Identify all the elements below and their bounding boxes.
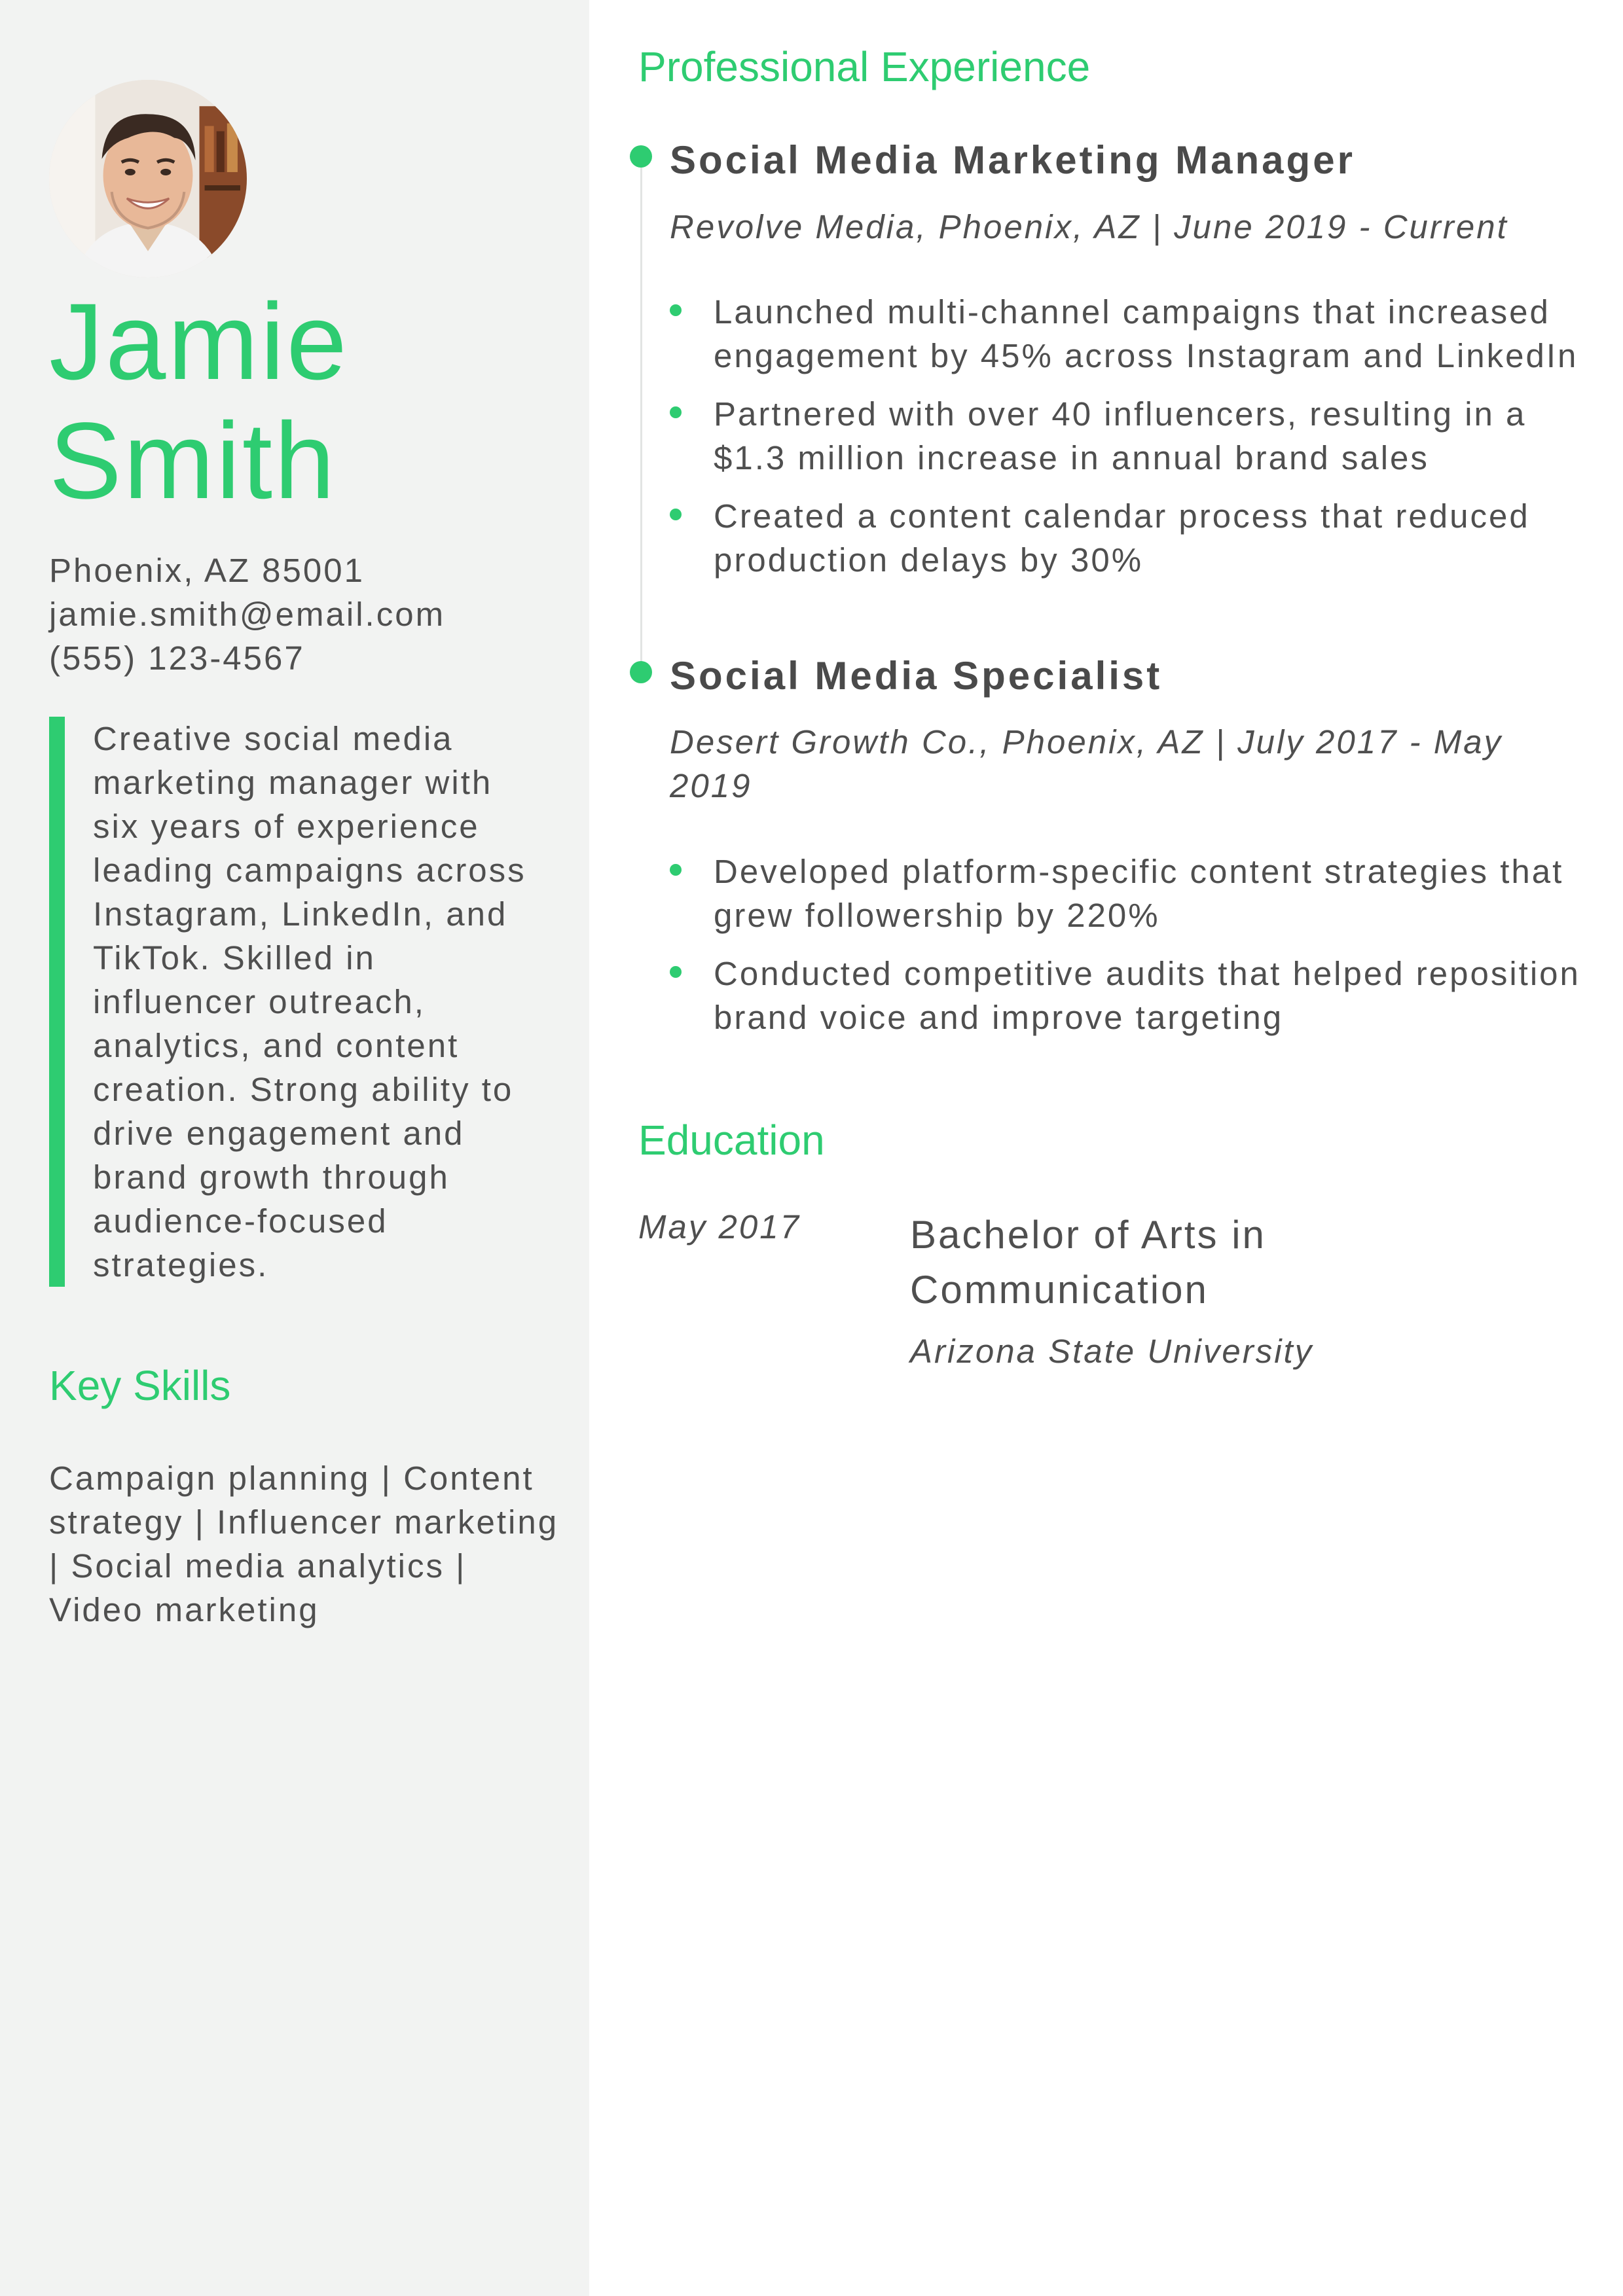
contact-info <box>49 548 445 680</box>
bullet-text: Partnered with over 40 influencers, resulting in a $1.3 million increase in annual brand sales <box>714 395 1527 476</box>
list-item <box>670 952 1586 1039</box>
first-name: Jamie <box>49 281 349 403</box>
job-title: Social Media Specialist <box>670 654 1163 698</box>
job-meta: Revolve Media, Phoenix, AZ | June 2019 - Current <box>670 208 1508 245</box>
bullet-icon <box>670 864 682 876</box>
last-name: Smith <box>49 401 337 522</box>
bullet-text: Conducted competitive audits that helped reposition brand voice and improve targeting <box>714 955 1580 1036</box>
profile-photo-illustration <box>49 80 247 278</box>
profile-photo <box>49 80 247 278</box>
experience-heading: Professional Experience <box>638 43 1091 90</box>
education-heading: Education <box>638 1117 825 1164</box>
timeline-dot <box>630 661 652 683</box>
timeline-line <box>640 157 642 668</box>
bullet-text: Developed platform-specific content strategies that grew followership by 220% <box>714 853 1564 934</box>
list-item <box>670 290 1586 378</box>
skills-list: Campaign planning | Content strategy | Influencer marketing | Social media analytics | Video marketing <box>49 1460 559 1628</box>
profile-summary: Creative social media marketing manager with six years of experience leading campaigns across Instagram, LinkedIn, and TikTok. Skilled in influencer outreach, analytics, and content creation. Strong ability to drive engagement and brand growth through audience-focused strategies. <box>49 717 547 1287</box>
bullet-text: Created a content calendar process that reduced production delays by 30% <box>714 497 1530 579</box>
job-bullets <box>670 850 1586 1054</box>
phone[interactable]: (555) 123-4567 <box>49 639 305 677</box>
bullet-icon <box>670 509 682 520</box>
sidebar <box>0 0 589 2296</box>
bullet-icon <box>670 966 682 978</box>
address: Phoenix, AZ 85001 <box>49 552 365 589</box>
bullet-text: Launched multi-channel campaigns that increased engagement by 45% across Instagram and LinkedIn <box>714 293 1578 374</box>
job-title: Social Media Marketing Manager <box>670 138 1355 182</box>
email[interactable]: jamie.smith@email.com <box>49 596 446 633</box>
list-item <box>670 494 1586 582</box>
bullet-icon <box>670 406 682 418</box>
education-school: Arizona State University <box>910 1333 1314 1370</box>
list-item <box>670 392 1586 480</box>
job-meta: Desert Growth Co., Phoenix, AZ | July 2017 - May 2019 <box>670 723 1503 804</box>
skills-heading: Key Skills <box>49 1362 231 1409</box>
education-date: May 2017 <box>638 1208 801 1246</box>
candidate-name <box>49 283 573 521</box>
education-degree: Bachelor of Arts in Communication <box>910 1213 1266 1312</box>
bullet-icon <box>670 304 682 316</box>
timeline-dot <box>630 145 652 168</box>
job-bullets <box>670 290 1586 596</box>
list-item <box>670 850 1586 937</box>
